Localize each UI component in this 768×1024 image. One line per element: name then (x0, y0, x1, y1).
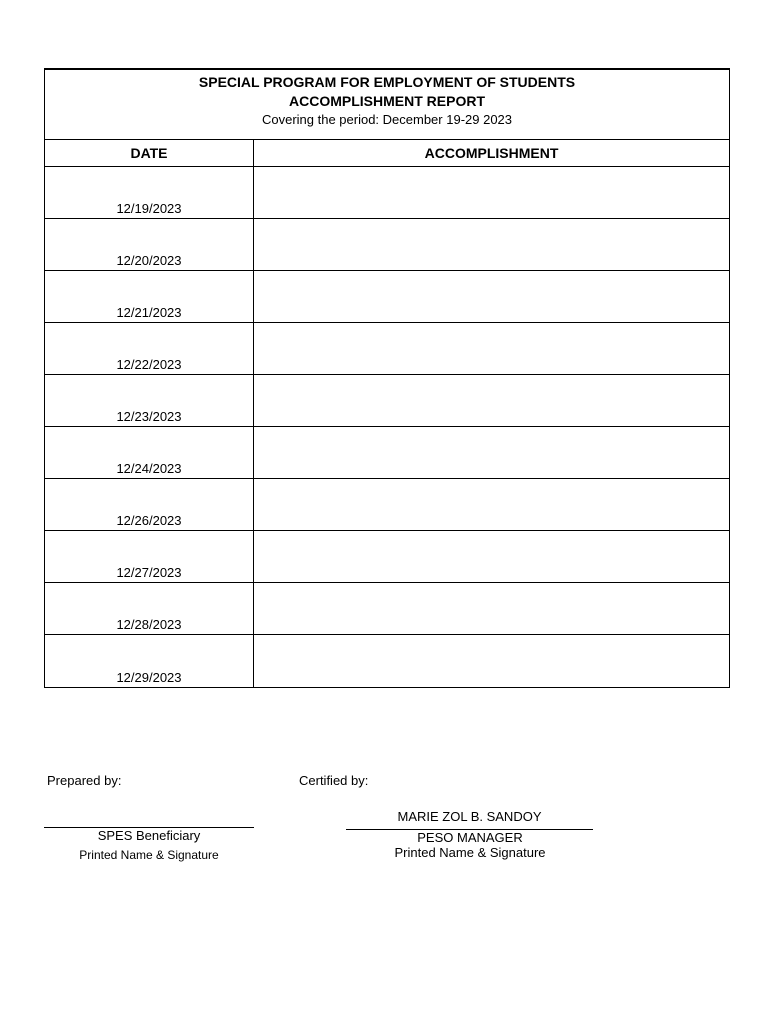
accomplishment-cell[interactable] (254, 635, 729, 687)
table-row (45, 219, 729, 271)
table-row (45, 479, 729, 531)
accomplishment-cell[interactable] (254, 479, 729, 530)
table-body (45, 167, 729, 687)
table-row (45, 635, 729, 687)
accomplishment-cell[interactable] (254, 583, 729, 634)
table-row (45, 323, 729, 375)
certifier-position: PESO MANAGER (417, 830, 523, 845)
date-column-header: DATE (45, 140, 254, 166)
date-cell: 12/24/2023 (45, 427, 254, 478)
accomplishment-cell[interactable] (254, 531, 729, 582)
report-header (45, 70, 729, 140)
date-cell: 12/28/2023 (45, 583, 254, 634)
accomplishment-cell[interactable] (254, 427, 729, 478)
date-cell: 12/20/2023 (45, 219, 254, 270)
prepared-caption: Printed Name & Signature (79, 848, 219, 862)
date-cell: 12/21/2023 (45, 271, 254, 322)
table-row (45, 167, 729, 219)
accomplishment-cell[interactable] (254, 219, 729, 270)
accomplishment-cell[interactable] (254, 271, 729, 322)
accomplishment-cell[interactable] (254, 167, 729, 218)
prepared-name: SPES Beneficiary (97, 828, 201, 843)
covering-period: Covering the period: December 19-29 2023 (261, 112, 513, 127)
date-cell: 12/22/2023 (45, 323, 254, 374)
certified-caption: Printed Name & Signature (394, 845, 546, 860)
report-title: ACCOMPLISHMENT REPORT (289, 93, 485, 109)
column-header-row (45, 140, 729, 167)
certifier-name: MARIE ZOL B. SANDOY (397, 809, 542, 824)
accomplishment-report-table (44, 68, 730, 688)
certified-by-label: Certified by: (299, 773, 369, 788)
accomplishment-cell[interactable] (254, 323, 729, 374)
date-cell: 12/19/2023 (45, 167, 254, 218)
accomplishment-cell[interactable] (254, 375, 729, 426)
date-cell: 12/29/2023 (45, 635, 254, 687)
date-cell: 12/23/2023 (45, 375, 254, 426)
table-row (45, 271, 729, 323)
date-cell: 12/27/2023 (45, 531, 254, 582)
prepared-by-label: Prepared by: (47, 773, 122, 788)
accomplishment-column-header: ACCOMPLISHMENT (424, 145, 559, 161)
table-row (45, 427, 729, 479)
table-row (45, 531, 729, 583)
table-row (45, 375, 729, 427)
table-row (45, 583, 729, 635)
program-title: SPECIAL PROGRAM FOR EMPLOYMENT OF STUDENTS (198, 74, 576, 90)
date-cell: 12/26/2023 (45, 479, 254, 530)
